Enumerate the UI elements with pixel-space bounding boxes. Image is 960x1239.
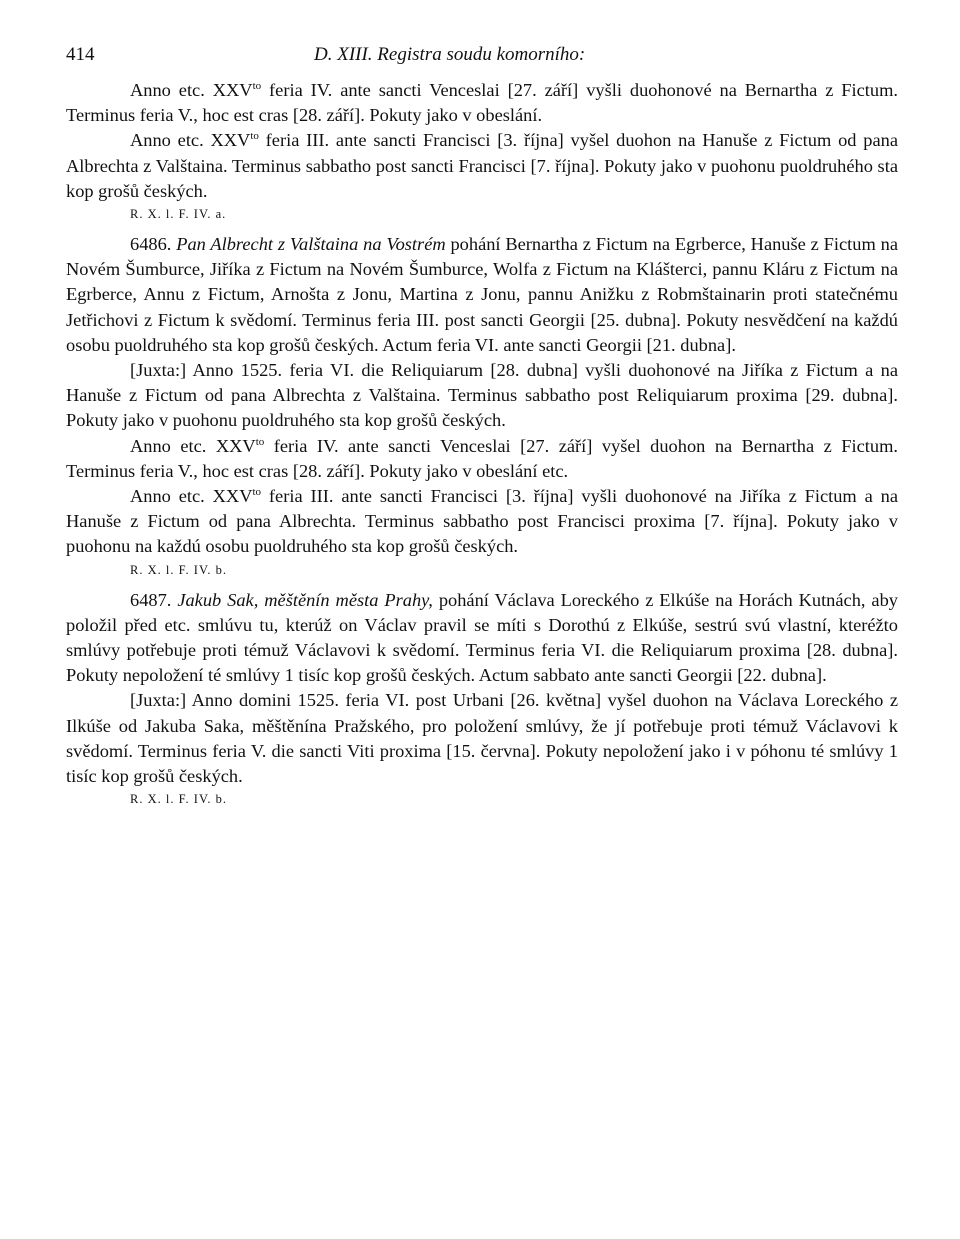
intro-paragraph-2: Anno etc. $XXV^{to}$ feria III. ante sancti Francisci [3. října] vyšel duohon na Hanuše z Fictum od pana Albrechta z Valštaina. Terminus sabbatho post sancti Francisci [7. října]. Pokuty jako v puohonu puoldruhého sta kop grošů českých. [66, 130, 898, 201]
intro-paragraph-1: Anno etc. $XXV^{to}$ feria IV. ante sancti Venceslai [27. září] vyšli duohonové na Bernartha z Fictum. Terminus feria V., hoc est cras [28. září]. Pokuty jako v obeslání. [66, 80, 898, 126]
archival-signature: R. X. l. F. IV. b. [130, 792, 227, 807]
archival-signature: R. X. l. F. IV. a. [130, 207, 227, 222]
entry-6486 [66, 232, 898, 580]
entry-paragraph: Anno etc. $XXV^{to}$ feria IV. ante sancti Venceslai [27. září] vyšel duohon na Bernartha z Fictum. Terminus feria V., hoc est cras [28. září]. Pokuty jako v obeslání etc. [66, 435, 898, 481]
entry-number: 6486. [130, 234, 172, 255]
entry-party: Jakub Sak, měštěnín města Prahy, [177, 589, 433, 610]
document-page [66, 38, 898, 817]
entry-paragraph: [Juxta:] Anno domini 1525. feria VI. post Urbani [26. května] vyšel duohon na Václava Loreckého z Ilkúše od Jakuba Saka, měštěnína Pražského, pro položení smlúvy, že jí potřebuje proti témuž Václavovi k svědomí. Terminus feria V. die sancti Viti proxima [15. června]. Pokuty nepoložení jako i v póhonu té smlúvy 1 tisíc kop grošů českých. [66, 690, 898, 787]
body-text [66, 78, 898, 809]
entry-party: Pan Albrecht z Valštaina na Vostrém [176, 234, 446, 255]
entry-number: 6487. [130, 589, 172, 610]
entry-6487 [66, 588, 898, 810]
entry-paragraph: Anno etc. $XXV^{to}$ feria III. ante sancti Francisci [3. října] vyšli duohonové na Jiříka z Fictum a na Hanuše z Fictum od pana Albrechta. Terminus sabbatho post Francisci proxima [7. října]. Pokuty jako v puohonu na každú osobu puoldruhého sta kop grošů českých. [66, 486, 898, 557]
page-header [66, 38, 898, 78]
page-number: 414 [66, 44, 95, 65]
running-title: D. XIII. Registra soudu komorního: [314, 44, 586, 65]
archival-signature: R. X. l. F. IV. b. [130, 562, 227, 577]
entry-paragraph: 6487. Jakub Sak, měštěnín města Prahy, pohání Václava Loreckého z Elkúše na Horách Kutnách, aby položil před etc. smlúvu tu, kterúž on Václav pravil se míti s Dorothú z Elkúše, sestrú svú vlastní, kteréžto smlúvy potřebuje proti témuž Václavovi k svědomí. Terminus feria VI. die Reliquiarum proxima [28. dubna]. Pokuty nepoložení té smlúvy 1 tisíc kop grošů českých. Actum sabbato ante sancti Georgii [22. dubna]. [66, 589, 898, 686]
entry-paragraph: 6486. Pan Albrecht z Valštaina na Vostrém pohání Bernartha z Fictum na Egrberce, Hanuše z Fictum na Novém Šumburce, Jiříka z Fictum na Novém Šumburce, Wolfa z Fictum na Klášterci, pannu Kláru z Fictum na Egrberce, Annu z Fictum, Arnošta z Jonu, Martina z Jonu, pannu Anižku z Robmštainarin proti statečnému Jetřichovi z Fictum k svědomí. Terminus feria III. post sancti Georgii [25. dubna]. Pokuty nesvědčení na každú osobu puoldruhého sta kop grošů českých. Actum feria VI. ante sancti Georgii [21. dubna]. [66, 234, 898, 355]
entry-paragraph: [Juxta:] Anno 1525. feria VI. die Reliquiarum [28. dubna] vyšli duohonové na Jiříka z Fictum a na Hanuše z Fictum od pana Albrechta z Valštaina. Terminus sabbatho post Reliquiarum proxima [29. dubna]. Pokuty jako v puohonu puoldruhého sta kop grošů českých. [66, 360, 898, 431]
